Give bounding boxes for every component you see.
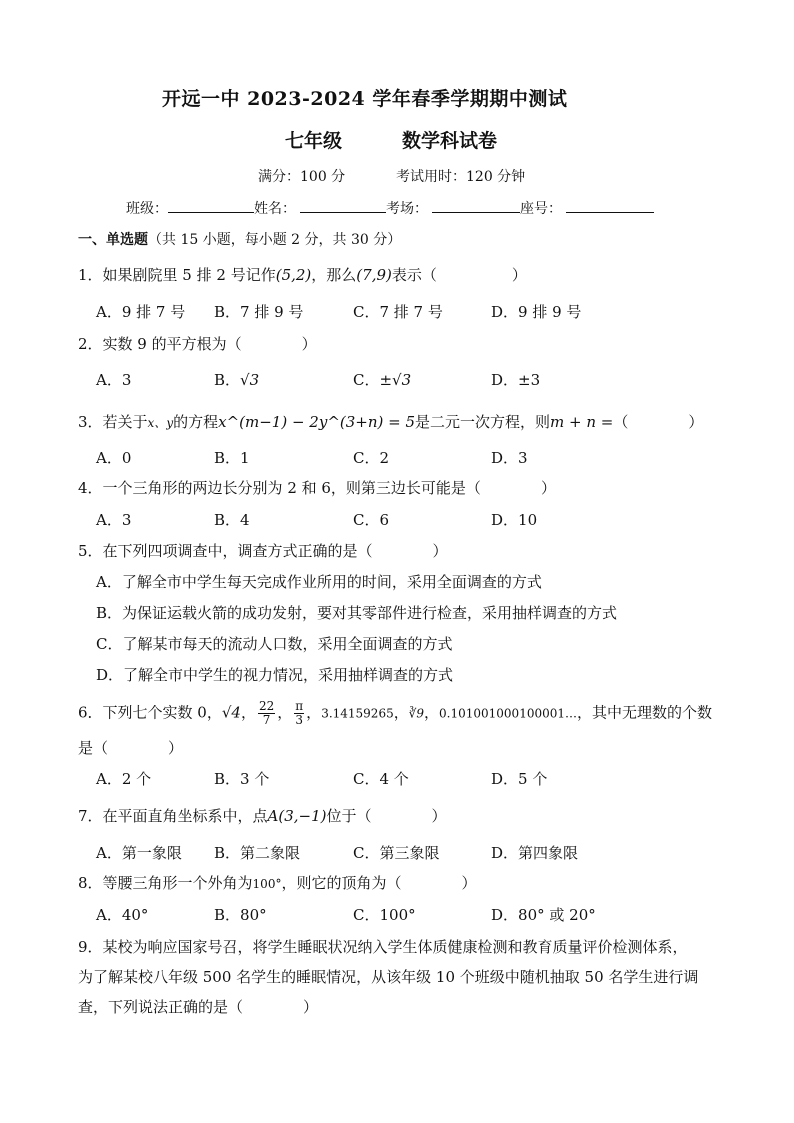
q1-text-a: 1．如果剧院里 5 排 2 号记作 — [78, 266, 276, 284]
q4-option-a: A．3 — [96, 511, 132, 529]
room-blank[interactable] — [432, 198, 520, 213]
q3-text-d: （ ） — [613, 413, 704, 431]
q3-option-c: C．2 — [353, 449, 390, 467]
q5-option-a: A．了解全市中学生每天完成作业所用的时间，采用全面调查的方式 — [96, 573, 542, 591]
q3-text-a: 3．若关于 — [78, 413, 148, 431]
q7-option-a: A．第一象限 — [96, 844, 182, 862]
q3-vars: x、y — [147, 416, 174, 430]
q6-text-b: ，其中无理数的个数 — [577, 703, 713, 722]
seat-blank[interactable] — [566, 198, 654, 213]
q3-text-c: 是二元一次方程，则 — [415, 413, 551, 431]
q6-fraction-22-7 — [258, 700, 275, 727]
q1-expr1: (5,2) — [275, 266, 312, 284]
q3-equation: x^(m−1) − 2y^(3+n) = 5 — [218, 413, 416, 431]
q4-option-c: C．6 — [353, 511, 390, 529]
q7-text-b: 位于（ ） — [326, 807, 447, 825]
q2-option-a: A．3 — [96, 371, 132, 389]
class-label: 班级： — [126, 201, 168, 217]
q3-option-b: B．1 — [214, 449, 250, 467]
q2-sqrt-c: √3 — [392, 371, 412, 389]
exam-title: 开远一中 2023-2024 学年春季学期期中测试 — [162, 88, 568, 110]
section-note: （共 15 小题，每小题 2 分，共 30 分） — [148, 232, 402, 248]
question-8-stem — [78, 872, 476, 893]
q6-sqrt4: √4 — [221, 703, 241, 722]
question-6-stem: 6．下列七个实数 0，√4， $\frac{22}{7}$ ， $\frac{\pi}{3}$ ，3.14159265，∛9，0.101001000100001…，其中无理数的个数 — [78, 699, 713, 728]
q1-expr2: (7,9) — [356, 266, 392, 284]
q3-option-a: A．0 — [96, 449, 132, 467]
q6-frac2-num: π — [295, 699, 304, 713]
q5-option-c: C．了解某市每天的流动人口数，采用全面调查的方式 — [96, 635, 453, 653]
question-9-line-2: 为了解某校八年级 500 名学生的睡眠情况，从该年级 10 个班级中随机抽取 50 名学生进行调 — [78, 968, 699, 986]
question-1-stem — [78, 264, 527, 285]
q6-decimal1: 3.14159265 — [321, 706, 394, 721]
q7-option-b: B．第二象限 — [214, 844, 301, 862]
q1-text-c: 表示（ ） — [391, 266, 527, 284]
question-6-stem-cont: 是（ ） — [78, 739, 184, 757]
class-blank[interactable] — [168, 198, 254, 213]
q1-option-a: A．9 排 7 号 — [96, 303, 186, 321]
q8-option-a: A．40° — [96, 906, 149, 924]
q6-decimal2: 0.101001000100001… — [439, 706, 578, 721]
q5-option-b: B．为保证运载火箭的成功发射，要对其零部件进行检查，采用抽样调查的方式 — [96, 604, 618, 622]
q8-option-d: D．80° 或 20° — [491, 906, 596, 924]
q1-text-b: ，那么 — [311, 266, 357, 284]
q6-option-a: A．2 个 — [96, 770, 152, 788]
q6-cbrt9: ∛9 — [408, 706, 425, 721]
q4-option-b: B．4 — [214, 511, 250, 529]
question-3-stem — [78, 411, 703, 432]
q8-text-b: ，则它的顶角为（ ） — [281, 874, 477, 892]
q1-option-b: B．7 排 9 号 — [214, 303, 304, 321]
full-score: 满分：100 分 — [258, 169, 346, 185]
q2-option-b-label: B． — [214, 371, 241, 389]
q6-frac2-den: 3 — [295, 713, 304, 728]
q7-option-d: D．第四象限 — [491, 844, 579, 862]
seat-label: 座号： — [520, 201, 562, 217]
q3-text-b: 的方程 — [173, 413, 219, 431]
question-4-stem: 4．一个三角形的两边长分别为 2 和 6，则第三边长可能是（ ） — [78, 479, 556, 497]
q1-option-c: C．7 排 7 号 — [353, 303, 443, 321]
q2-option-c — [353, 369, 411, 390]
q8-angle: 100° — [252, 877, 282, 891]
question-9-line-1: 9．某校为响应国家号召，将学生睡眠状况纳入学生体质健康检测和教育质量评价检测体系， — [78, 938, 688, 956]
q2-option-d: D．±3 — [491, 371, 541, 389]
q6-option-c: C．4 个 — [353, 770, 409, 788]
q3-expr: m + n = — [550, 413, 614, 431]
q6-option-b: B．3 个 — [214, 770, 270, 788]
q7-text-a: 7．在平面直角坐标系中，点 — [78, 807, 268, 825]
q6-frac1-num: 22 — [258, 699, 275, 713]
q8-option-b: B．80° — [214, 906, 267, 924]
q6-text-a: 6．下列七个实数 0， — [78, 703, 222, 722]
q8-option-c: C．100° — [353, 906, 416, 924]
question-9-line-3: 查，下列说法正确的是（ ） — [78, 998, 319, 1016]
q6-frac1-den: 7 — [262, 713, 271, 728]
question-2-stem: 2．实数 9 的平方根为（ ） — [78, 335, 317, 353]
question-5-stem: 5．在下列四项调查中，调查方式正确的是（ ） — [78, 542, 448, 560]
student-info-row — [126, 198, 654, 218]
q5-option-d: D．了解全市中学生的视力情况，采用抽样调查的方式 — [96, 666, 454, 684]
q8-text-a: 8．等腰三角形一个外角为 — [78, 874, 253, 892]
q2-option-c-label: C．± — [353, 371, 393, 389]
q7-option-c: C．第三象限 — [353, 844, 440, 862]
q7-point: A(3,−1) — [267, 807, 327, 825]
name-blank[interactable] — [300, 198, 386, 213]
grade-label: 七年级 — [285, 130, 343, 152]
subject-label: 数学科试卷 — [402, 130, 498, 152]
question-7-stem — [78, 805, 447, 826]
q1-option-d: D．9 排 9 号 — [491, 303, 582, 321]
section-title: 一、单选题 — [78, 232, 148, 248]
room-label: 考场： — [386, 201, 428, 217]
name-label: 姓名： — [254, 201, 296, 217]
q3-option-d: D．3 — [491, 449, 528, 467]
q6-fraction-pi-3 — [294, 700, 304, 727]
q4-option-d: D．10 — [491, 511, 538, 529]
section-heading — [78, 229, 401, 249]
q2-option-b — [214, 369, 259, 390]
q2-sqrt-b: √3 — [240, 371, 260, 389]
q6-option-d: D．5 个 — [491, 770, 548, 788]
exam-duration: 考试用时：120 分钟 — [396, 169, 526, 185]
